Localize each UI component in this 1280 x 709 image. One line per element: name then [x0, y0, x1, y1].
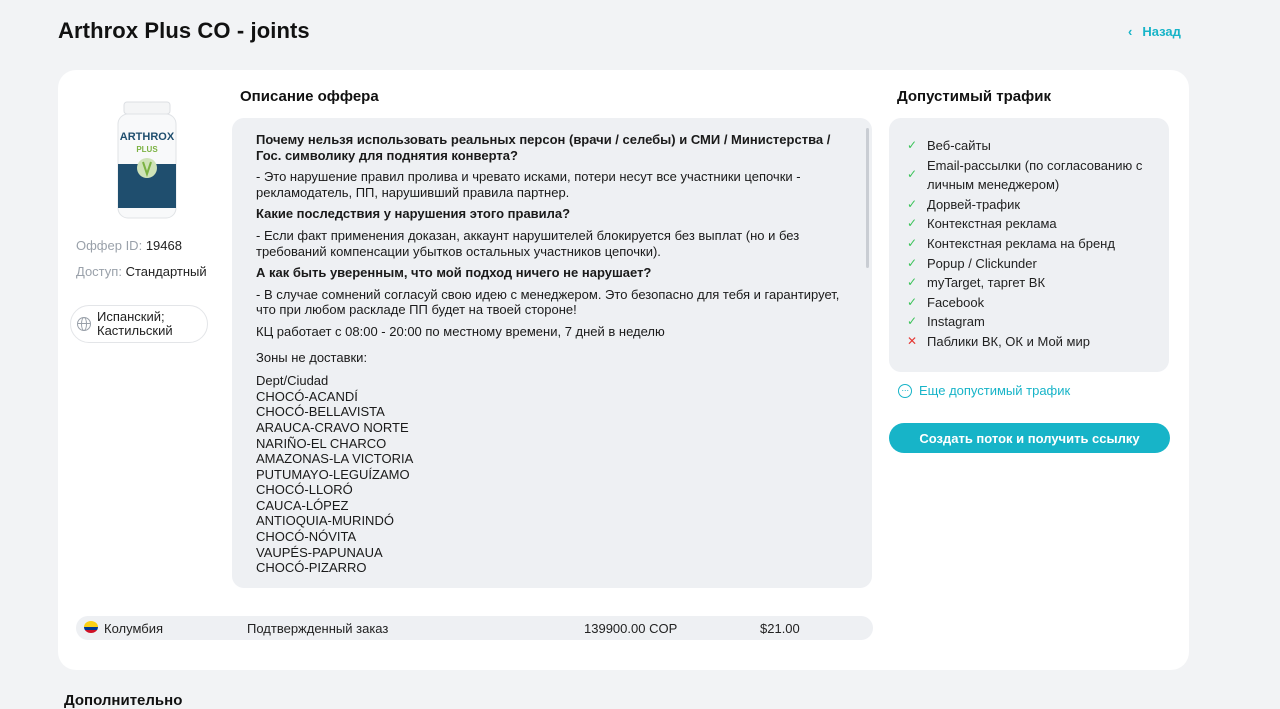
zone-item: VAUPÉS-PAPUNAUA — [256, 544, 383, 560]
more-dots-icon: ··· — [898, 384, 912, 398]
traffic-title: Допустимый трафик — [897, 88, 1051, 105]
traffic-item-label: Instagram — [927, 314, 985, 330]
payout-amount: $21.00 — [760, 621, 800, 636]
traffic-item-label: Контекстная реклама на бренд — [927, 235, 1115, 251]
zone-item: AMAZONAS-LA VICTORIA — [256, 451, 414, 467]
faq-answer-2: - Если факт применения доказан, аккаунт нарушителей блокируется без выплат (но и без требований компенсации убытков остальных участников цепочки). — [256, 227, 800, 259]
traffic-item-label: Паблики ВК, ОК и Мой мир — [927, 333, 1090, 349]
traffic-list — [889, 118, 1169, 352]
traffic-item — [907, 254, 1169, 274]
traffic-item-label: Facebook — [927, 294, 985, 310]
traffic-item — [907, 214, 1169, 234]
offer-id-value: 19468 — [145, 238, 182, 253]
zone-item: PUTUMAYO-LEGUÍZAMO — [256, 466, 410, 482]
zone-item: Dept/Ciudad — [256, 373, 329, 389]
check-icon: ✓ — [907, 275, 918, 290]
zone-item: ARAUCA-CRAVO NORTE — [256, 419, 409, 435]
faq-question-3: А как быть уверенным, что мой подход ничего не нарушает? — [256, 265, 652, 281]
check-icon: ✓ — [907, 216, 918, 231]
check-icon: ✓ — [907, 235, 918, 250]
check-icon: ✓ — [907, 255, 918, 270]
faq-answer-1: - Это нарушение правил пролива и чревато исками, потери несут все участники цепочки - рекламодатель, ПП, нарушивший правила партнер. — [256, 169, 801, 200]
traffic-item — [907, 136, 1169, 156]
traffic-item-label: Контекстная реклама — [927, 216, 1057, 232]
zone-item: CHOCÓ-NÓVITA — [256, 529, 357, 545]
more-traffic-label: Еще допустимый трафик — [919, 383, 1071, 398]
check-icon: ✓ — [907, 167, 918, 182]
offer-id-label: Оффер ID: — [76, 238, 143, 253]
zone-item: CAUCA-LÓPEZ — [256, 497, 349, 513]
back-link[interactable] — [1128, 24, 1181, 39]
zone-item: ANTIOQUIA-MURINDÓ — [256, 513, 394, 529]
traffic-item — [907, 156, 1169, 195]
payout-row — [76, 616, 873, 640]
traffic-item — [907, 234, 1169, 254]
access-row — [76, 264, 207, 279]
traffic-item — [907, 293, 1169, 313]
description-panel[interactable] — [232, 118, 872, 588]
payout-price: 139900.00 COP — [584, 621, 678, 636]
access-label: Доступ: — [76, 264, 122, 279]
payout-country: Колумбия — [104, 621, 163, 636]
page-title: Arthrox Plus CO - joints — [58, 18, 310, 43]
traffic-item-label: Email-рассылки (по согласованию с личным менеджером) — [927, 157, 1143, 193]
zones-title: Зоны не доставки: — [256, 349, 368, 365]
traffic-item — [907, 312, 1169, 332]
traffic-item-label: Веб-сайты — [927, 138, 991, 153]
zone-item: NARIÑO-EL CHARCO — [256, 435, 387, 451]
zone-item: CHOCÓ-LLORÓ — [256, 482, 353, 498]
cross-icon: ✕ — [907, 333, 918, 348]
check-icon: ✓ — [907, 314, 918, 329]
traffic-item — [907, 195, 1169, 215]
payout-action: Подтвержденный заказ — [247, 621, 389, 636]
traffic-item-label: myTarget, таргет ВК — [927, 275, 1046, 291]
check-icon: ✓ — [907, 294, 918, 309]
create-stream-button[interactable]: Создать поток и получить ссылку — [889, 423, 1170, 453]
traffic-item — [907, 273, 1169, 293]
call-center-schedule: КЦ работает с 08:00 - 20:00 по местному времени, 7 дней в неделю — [256, 323, 665, 339]
check-icon: ✓ — [907, 138, 918, 152]
chevron-left-icon: ‹ — [1128, 24, 1133, 39]
language-label: Испанский; Кастильский — [97, 309, 173, 338]
description-title: Описание оффера — [240, 88, 379, 105]
globe-icon — [77, 317, 91, 331]
faq-question-2: Какие последствия у нарушения этого правила? — [256, 206, 571, 222]
traffic-panel — [889, 118, 1169, 372]
zone-item: CHOCÓ-PIZARRO — [256, 560, 367, 576]
svg-text:PLUS: PLUS — [136, 145, 158, 154]
language-pill — [70, 305, 208, 343]
zones-list — [256, 373, 842, 576]
faq-question-1: Почему нельзя использовать реальных персон (врачи / селебы) и СМИ / Министерства / Гос. символику для поднятия конверта? — [256, 132, 831, 163]
zone-item: CHOCÓ-BELLAVISTA — [256, 404, 385, 420]
faq-answer-3: - В случае сомнений согласуй свою идею с менеджером. Это безопасно для тебя и гарантирует, что при любом раскладе ПП будет на твоей стороне! — [256, 286, 840, 318]
traffic-item-label: Popup / Clickunder — [927, 255, 1037, 271]
colombia-flag-icon — [84, 621, 98, 633]
back-label: Назад — [1142, 24, 1181, 39]
svg-text:ARTHROX: ARTHROX — [119, 131, 175, 143]
traffic-item — [907, 332, 1169, 352]
more-traffic-link[interactable] — [898, 383, 1070, 398]
offer-id-row — [76, 238, 182, 253]
additional-section-title: Дополнительно — [64, 692, 183, 709]
zone-item: CHOCÓ-ACANDÍ — [256, 388, 358, 404]
traffic-item-label: Дорвей-трафик — [927, 196, 1021, 212]
check-icon: ✓ — [907, 196, 918, 211]
product-image — [116, 100, 178, 220]
access-value: Стандартный — [125, 264, 207, 279]
offer-card — [58, 70, 1189, 670]
description-scrollbar[interactable] — [866, 128, 869, 268]
